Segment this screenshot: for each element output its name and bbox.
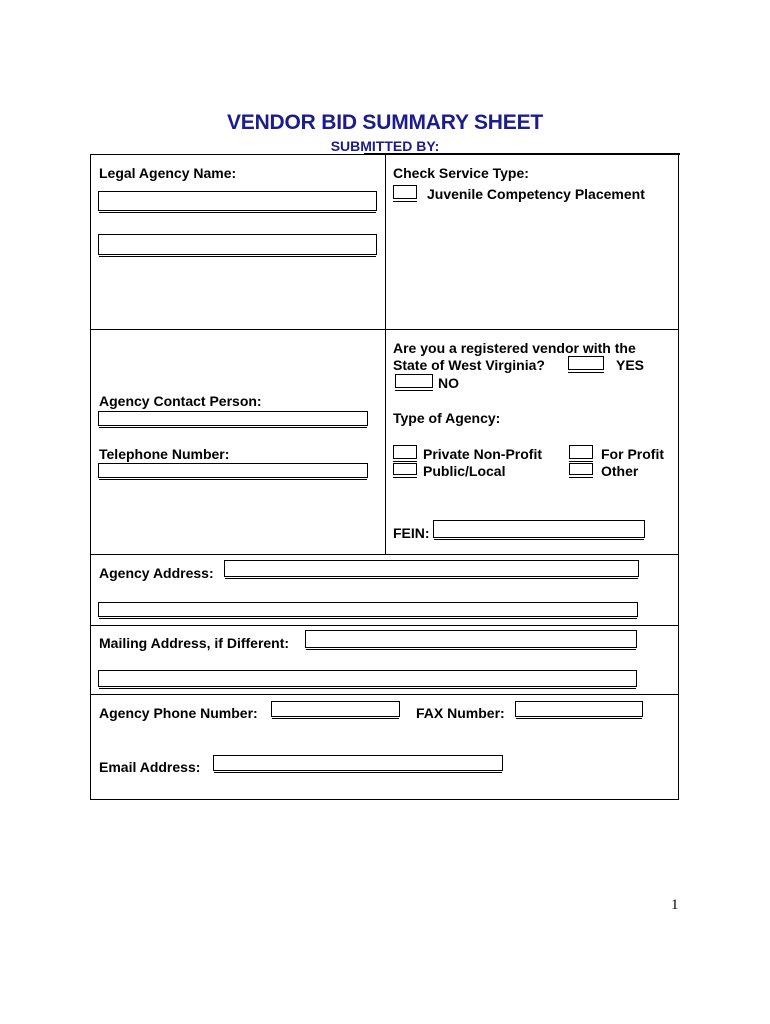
legal-agency-name-label: Legal Agency Name: xyxy=(99,165,237,181)
legal-agency-name-field-1[interactable] xyxy=(98,191,377,211)
agency-contact-person-label: Agency Contact Person: xyxy=(99,393,262,409)
public-local-checkbox[interactable] xyxy=(393,463,417,475)
telephone-number-label: Telephone Number: xyxy=(99,446,230,462)
yes-checkbox[interactable] xyxy=(568,356,604,370)
agency-address-field-1[interactable] xyxy=(224,560,639,577)
no-checkbox[interactable] xyxy=(395,374,433,388)
service-type-checkbox[interactable] xyxy=(393,185,417,199)
legal-agency-name-field-2[interactable] xyxy=(98,234,377,255)
service-option-label: Juvenile Competency Placement xyxy=(427,186,645,202)
telephone-number-field[interactable] xyxy=(98,463,368,478)
for-profit-label: For Profit xyxy=(601,446,664,462)
fax-number-field[interactable] xyxy=(515,701,643,717)
fein-field[interactable] xyxy=(433,520,645,538)
private-non-profit-checkbox[interactable] xyxy=(393,445,417,459)
no-label: NO xyxy=(438,375,459,391)
agency-address-label: Agency Address: xyxy=(99,565,214,581)
other-checkbox[interactable] xyxy=(569,463,593,475)
fax-number-label: FAX Number: xyxy=(416,705,505,721)
public-local-label: Public/Local xyxy=(423,463,506,479)
yes-label: YES xyxy=(616,357,645,373)
row-divider-2 xyxy=(91,554,678,555)
registered-vendor-question-line2: State of West Virginia? xyxy=(393,357,545,373)
private-non-profit-label: Private Non-Profit xyxy=(423,446,543,462)
email-address-label: Email Address: xyxy=(99,759,201,775)
column-divider xyxy=(385,155,386,555)
mailing-address-field-1[interactable] xyxy=(305,630,637,648)
mailing-address-field-2[interactable] xyxy=(98,670,637,687)
type-of-agency-label: Type of Agency: xyxy=(393,410,501,426)
page-number: 1 xyxy=(671,897,679,913)
agency-phone-number-label: Agency Phone Number: xyxy=(99,705,258,721)
other-label: Other xyxy=(601,463,639,479)
agency-address-field-2[interactable] xyxy=(98,602,638,617)
email-address-field[interactable] xyxy=(213,755,503,771)
page-subtitle: SUBMITTED BY: xyxy=(330,138,440,154)
agency-phone-number-field[interactable] xyxy=(271,701,400,717)
mailing-address-label: Mailing Address, if Different: xyxy=(99,635,290,651)
agency-contact-person-field[interactable] xyxy=(98,411,368,426)
fein-label: FEIN: xyxy=(393,525,430,541)
page-title: VENDOR BID SUMMARY SHEET xyxy=(226,111,544,134)
bid-summary-form xyxy=(90,154,679,800)
registered-vendor-question: Are you a registered vendor with the xyxy=(393,340,636,356)
row-divider-3 xyxy=(91,625,678,626)
row-divider-4 xyxy=(91,694,678,695)
for-profit-checkbox[interactable] xyxy=(569,445,593,459)
row-divider-1 xyxy=(91,329,678,330)
check-service-type-label: Check Service Type: xyxy=(393,165,529,181)
